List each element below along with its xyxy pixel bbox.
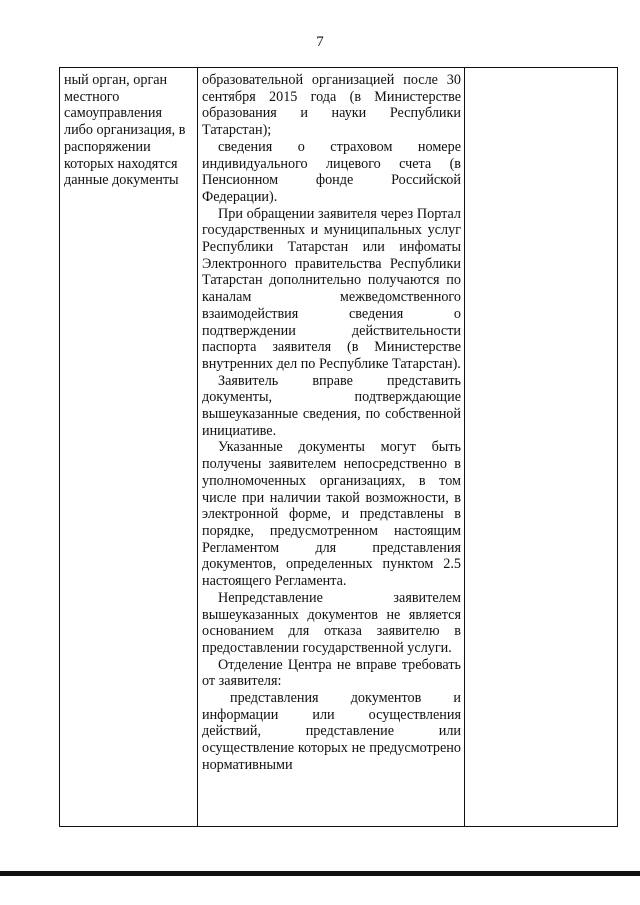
cell-line: самоуправления bbox=[64, 105, 162, 122]
cell-line: которых находятся bbox=[64, 155, 178, 172]
cell-line: данные документы bbox=[64, 172, 179, 189]
table-cell-empty bbox=[465, 68, 618, 827]
empty-cell-text bbox=[465, 68, 617, 72]
page-number: 7 bbox=[316, 34, 324, 50]
cell-line: ный орган, орган bbox=[64, 72, 168, 88]
paragraph: образовательной организацией после 30 сентября 2015 года (в Министерстве образования и науки Республики Татарстан); bbox=[202, 72, 461, 139]
paragraph: Заявитель вправе представить документы, подтверждающие вышеуказанные сведения, по собственной инициативе. bbox=[202, 372, 461, 439]
cell-line: либо организация, в bbox=[64, 122, 186, 139]
requirements-table bbox=[59, 67, 618, 827]
paragraph: Непредставление заявителем вышеуказанных документов не является основанием для отказа заявителю в предоставлении государственной услуги. bbox=[202, 589, 461, 656]
paragraph: Указанные документы могут быть получены заявителем непосредственно в уполномоченных организациях, в том числе при наличии такой возможности, в электронной форме, и представлены в порядке, предусмотренном настоящим Регламентом для представления документов, определенных пунктом 2.5 настоящего Регламента. bbox=[202, 439, 461, 590]
paragraph: представления документов и информации или осуществления действий, представление или осуществление которых не предусмотрено нормативными bbox=[202, 690, 461, 773]
bottom-divider bbox=[0, 871, 640, 876]
cell-line: распоряжении bbox=[64, 138, 151, 155]
table-cell-authority bbox=[60, 68, 198, 827]
paragraph: сведения о страховом номере индивидуального лицевого счета (в Пенсионном фонде Российской Федерации). bbox=[202, 138, 461, 205]
paragraph: Отделение Центра не вправе требовать от заявителя: bbox=[202, 656, 461, 690]
cell-line: местного bbox=[64, 88, 120, 105]
table-cell-description bbox=[198, 68, 465, 827]
table-row bbox=[60, 68, 618, 827]
paragraph: При обращении заявителя через Портал государственных и муниципальных услуг Республики Татарстан или инфоматы Электронного правительства Республики Татарстан дополнительно получаются по каналам межведомственного взаимодействия сведения о подтверждении действительности паспорта заявителя (в Министерстве внутренних дел по Республике Татарстан). bbox=[202, 205, 461, 372]
